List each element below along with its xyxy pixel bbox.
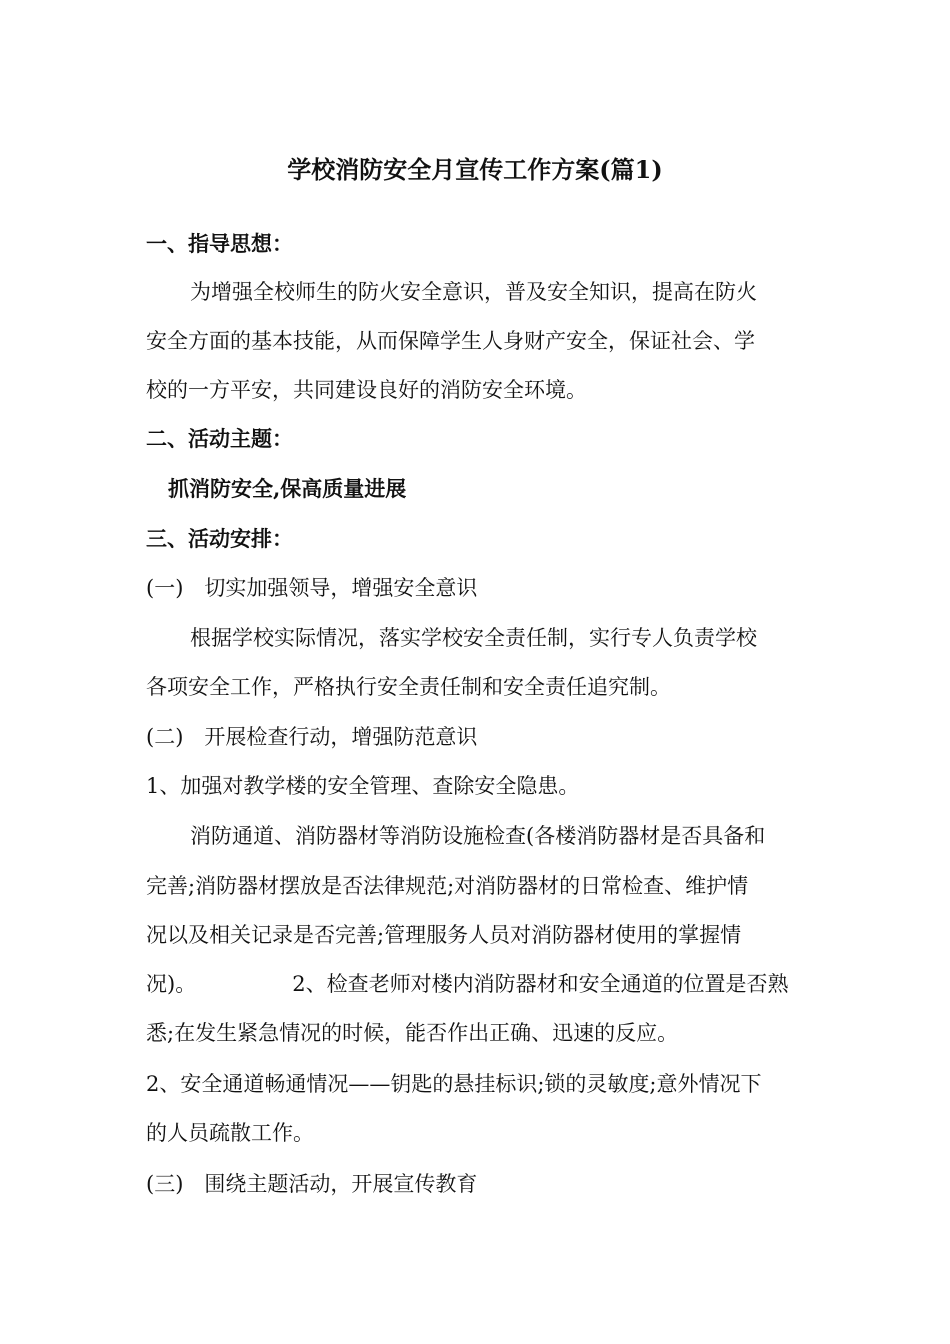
paragraph-line: 消防通道、消防器材等消防设施检查(各楼消防器材是否具备和 <box>190 824 766 848</box>
paragraph-line: 悉;在发生紧急情况的时候，能否作出正确、迅速的反应。 <box>146 1021 679 1045</box>
paragraph-fragment: 2、检查老师对楼内消防器材和安全通道的位置是否熟 <box>292 972 789 996</box>
paragraph-line: 的人员疏散工作。 <box>146 1121 314 1145</box>
section-heading-guiding-ideology: 一、指导思想： <box>146 231 293 256</box>
paragraph-fragment: 况)。 <box>146 972 197 996</box>
paragraph-line: 为增强全校师生的防火安全意识，普及安全知识，提高在防火 <box>190 280 757 304</box>
subsection-heading: (三) 围绕主题活动，开展宣传教育 <box>146 1172 478 1196</box>
section-heading-activity-theme: 二、活动主题： <box>146 426 293 451</box>
paragraph-line: 根据学校实际情况，落实学校安全责任制，实行专人负责学校 <box>190 626 757 650</box>
document-title: 学校消防安全月宣传工作方案(篇1) <box>287 155 663 184</box>
paragraph-line: 校的一方平安，共同建设良好的消防安全环境。 <box>146 378 587 402</box>
paragraph-line: 安全方面的基本技能，从而保障学生人身财产安全，保证社会、学 <box>146 329 755 353</box>
paragraph-line: 况以及相关记录是否完善;管理服务人员对消防器材使用的掌握情 <box>146 923 742 947</box>
activity-theme-text: 抓消防安全,保高质量进展 <box>168 476 407 501</box>
subsection-heading: (二) 开展检查行动，增强防范意识 <box>146 725 478 749</box>
subsection-heading: (一) 切实加强领导，增强安全意识 <box>146 576 478 600</box>
paragraph-line <box>146 966 826 1002</box>
list-item: 2、安全通道畅通情况——钥匙的悬挂标识;锁的灵敏度;意外情况下 <box>146 1072 762 1096</box>
list-item: 1、加强对教学楼的安全管理、查除安全隐患。 <box>146 774 580 798</box>
section-heading-activity-arrangement: 三、活动安排： <box>146 526 293 551</box>
paragraph-line: 完善;消防器材摆放是否法律规范;对消防器材的日常检查、维护情 <box>146 874 749 898</box>
paragraph-line: 各项安全工作，严格执行安全责任制和安全责任追究制。 <box>146 675 671 699</box>
